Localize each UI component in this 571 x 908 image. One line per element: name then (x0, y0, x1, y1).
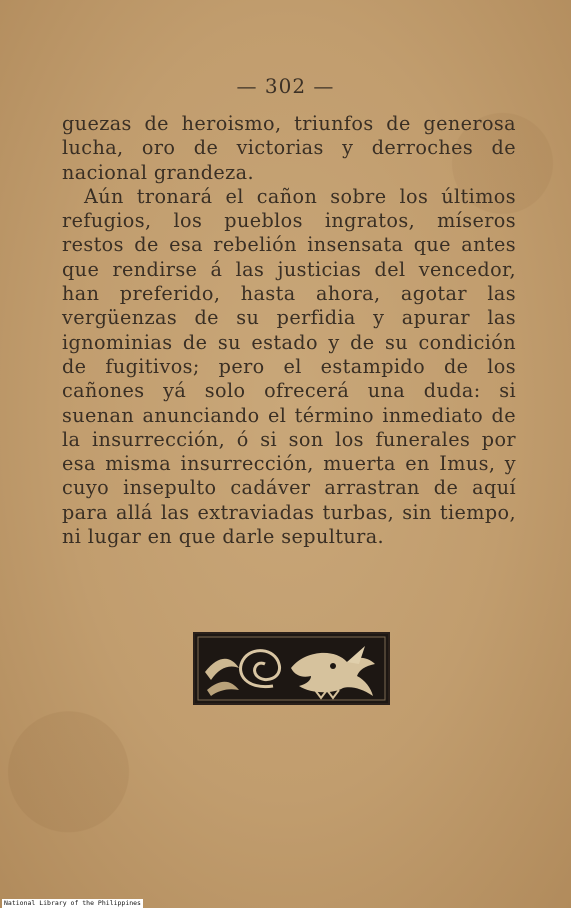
body-text (62, 112, 516, 549)
library-credit: National Library of the Philippines (4, 899, 141, 907)
page-number: — 302 — (236, 74, 335, 98)
paragraph-1: guezas de heroismo, triunfos de generosa lucha, oro de victorias y derroches de nacional grandeza. (62, 112, 516, 184)
dragon-vignette-icon (193, 632, 390, 705)
paragraph-2: Aún tronará el cañon sobre los últimos refugios, los pueblos ingratos, míseros restos de esa rebelión insensata que antes que rendirse á las justicias del vencedor, han preferido, hasta ahora, agotar las vergüenzas de su perfidia y apurar las ignominias de su estado y de su condición de fugitivos; pero el estampido de los cañones yá solo ofrecerá una duda: si suenan anunciando el término inmediato de la insurrección, ó si son los funerales por esa misma insurrección, muerta en Imus, y cuyo insepulto cadáver arrastran de aquí para allá las extraviadas turbas, sin tiempo, ni lugar en que darle sepultura. (62, 184, 516, 549)
